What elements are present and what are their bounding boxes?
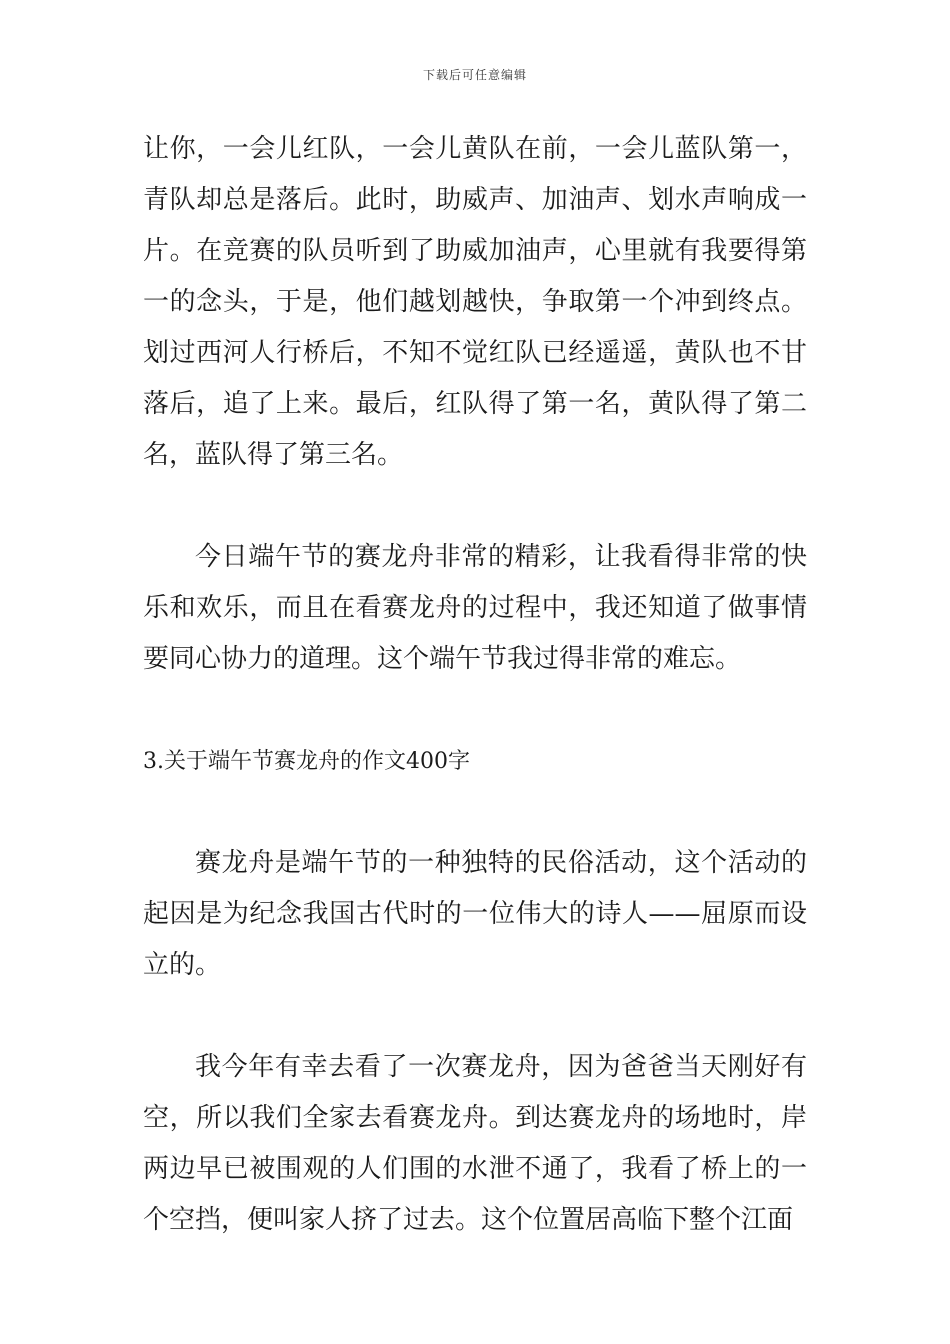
paragraph-4: 我今年有幸去看了一次赛龙舟，因为爸爸当天刚好有空，所以我们全家去看赛龙舟。到达赛龙舟的场地时，岸两边早已被围观的人们围的水泄不通了，我看了桥上的一个空挡，便叫家人挤了过去。这个位置居高临下整个江面 — [143, 1052, 807, 1235]
page-header: 下载后可任意编辑 — [422, 68, 527, 82]
paragraph-3: 赛龙舟是端午节的一种独特的民俗活动，这个活动的起因是为纪念我国古代时的一位伟大的诗人——屈原而设立的。 — [143, 848, 807, 980]
paragraph-2: 今日端午节的赛龙舟非常的精彩，让我看得非常的快乐和欢乐，而且在看赛龙舟的过程中，我还知道了做事情要同心协力的道理。这个端午节我过得非常的难忘。 — [143, 542, 807, 674]
paragraph-gap — [143, 685, 807, 736]
section-heading: 3.关于端午节赛龙舟的作文400字 — [143, 749, 470, 774]
paragraph-gap — [143, 481, 807, 532]
document-body — [143, 124, 807, 1246]
paragraph-1: 让你，一会儿红队，一会儿黄队在前，一会儿蓝队第一，青队却总是落后。此时，助威声、加油声、划水声响成一片。在竞赛的队员听到了助威加油声，心里就有我要得第一的念头，于是，他们越划越快，争取第一个冲到终点。划过西河人行桥后，不知不觉红队已经遥遥，黄队也不甘落后，追了上来。最后，红队得了第一名，黄队得了第二名，蓝队得了第三名。 — [143, 134, 807, 470]
paragraph-gap — [143, 991, 807, 1042]
paragraph-gap — [143, 787, 807, 838]
